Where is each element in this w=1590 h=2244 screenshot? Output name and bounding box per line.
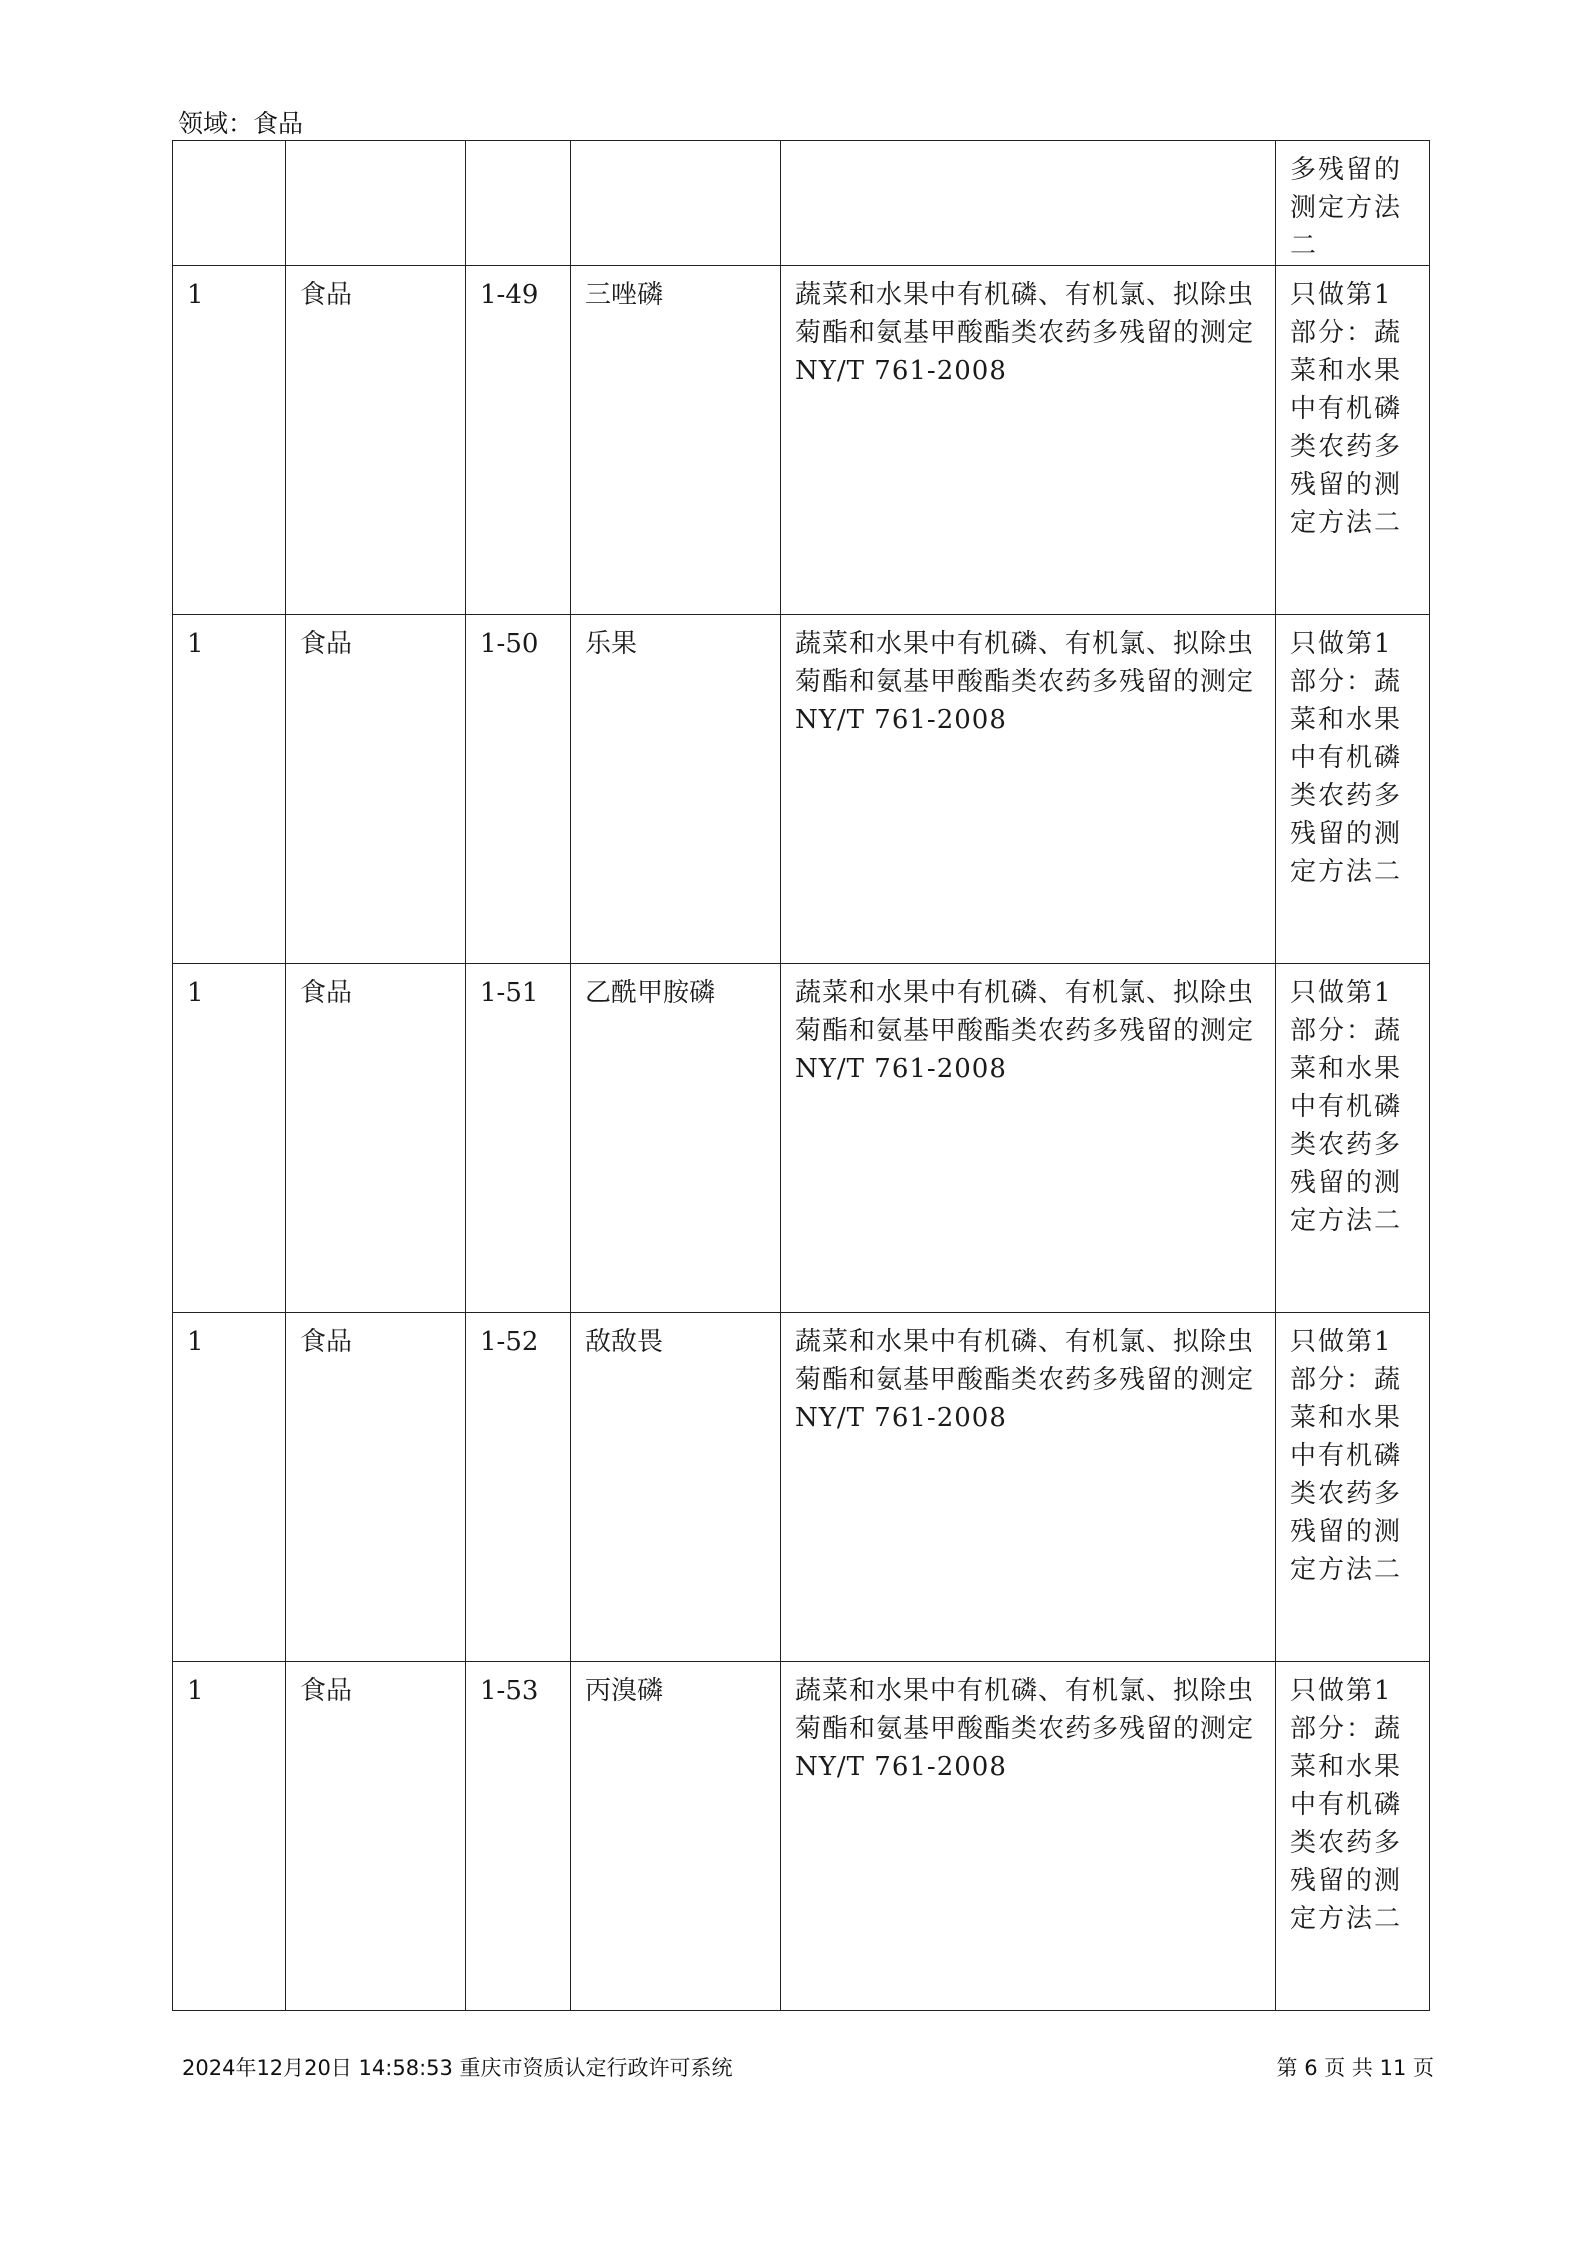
cell-item: 敌敌畏 xyxy=(571,1313,781,1662)
cell-category: 食品 xyxy=(286,1662,466,2011)
table-row xyxy=(173,964,1430,1313)
cell-category: 食品 xyxy=(286,964,466,1313)
cell-method: 蔬菜和水果中有机磷、有机氯、拟除虫菊酯和氨基甲酸酯类农药多残留的测定 NY/T 761-2008 xyxy=(781,1313,1276,1662)
cell-no: 1-53 xyxy=(466,1662,571,2011)
cell-no: 1-50 xyxy=(466,615,571,964)
cell-item: 丙溴磷 xyxy=(571,1662,781,2011)
table-row xyxy=(173,615,1430,964)
cell-seq: 1 xyxy=(173,1313,286,1662)
cell-category: 食品 xyxy=(286,266,466,615)
cell-category xyxy=(286,141,466,266)
cell-item: 乐果 xyxy=(571,615,781,964)
cell-note: 只做第1部分：蔬菜和水果中有机磷类农药多残留的测定方法二 xyxy=(1276,615,1430,964)
cell-no: 1-51 xyxy=(466,964,571,1313)
cell-note: 只做第1部分：蔬菜和水果中有机磷类农药多残留的测定方法二 xyxy=(1276,1313,1430,1662)
cell-category: 食品 xyxy=(286,1313,466,1662)
cell-note: 只做第1部分：蔬菜和水果中有机磷类农药多残留的测定方法二 xyxy=(1276,1662,1430,2011)
cell-no xyxy=(466,141,571,266)
table-row xyxy=(173,1313,1430,1662)
cell-method: 蔬菜和水果中有机磷、有机氯、拟除虫菊酯和氨基甲酸酯类农药多残留的测定 NY/T 761-2008 xyxy=(781,615,1276,964)
cell-no: 1-49 xyxy=(466,266,571,615)
scope-table xyxy=(172,140,1430,2011)
cell-item xyxy=(571,141,781,266)
cell-method: 蔬菜和水果中有机磷、有机氯、拟除虫菊酯和氨基甲酸酯类农药多残留的测定 NY/T 761-2008 xyxy=(781,266,1276,615)
cell-category: 食品 xyxy=(286,615,466,964)
cell-method: 蔬菜和水果中有机磷、有机氯、拟除虫菊酯和氨基甲酸酯类农药多残留的测定 NY/T 761-2008 xyxy=(781,1662,1276,2011)
table-row xyxy=(173,1662,1430,2011)
cell-note: 只做第1部分：蔬菜和水果中有机磷类农药多残留的测定方法二 xyxy=(1276,266,1430,615)
cell-item: 三唑磷 xyxy=(571,266,781,615)
cell-note: 只做第1部分：蔬菜和水果中有机磷类农药多残留的测定方法二 xyxy=(1276,964,1430,1313)
cell-no: 1-52 xyxy=(466,1313,571,1662)
cell-method xyxy=(781,141,1276,266)
table-row xyxy=(173,266,1430,615)
cell-method: 蔬菜和水果中有机磷、有机氯、拟除虫菊酯和氨基甲酸酯类农药多残留的测定 NY/T 761-2008 xyxy=(781,964,1276,1313)
cell-seq: 1 xyxy=(173,964,286,1313)
domain-header: 领域：食品 xyxy=(178,109,304,138)
cell-note: 多残留的测定方法二 xyxy=(1276,141,1430,266)
continued-row xyxy=(173,141,1430,266)
footer-timestamp: 2024年12月20日 14:58:53 重庆市资质认定行政许可系统 xyxy=(182,2056,733,2080)
cell-seq: 1 xyxy=(173,615,286,964)
cell-item: 乙酰甲胺磷 xyxy=(571,964,781,1313)
page-number: 第 6 页 共 11 页 xyxy=(1276,2056,1434,2080)
cell-seq: 1 xyxy=(173,266,286,615)
cell-seq xyxy=(173,141,286,266)
cell-seq: 1 xyxy=(173,1662,286,2011)
